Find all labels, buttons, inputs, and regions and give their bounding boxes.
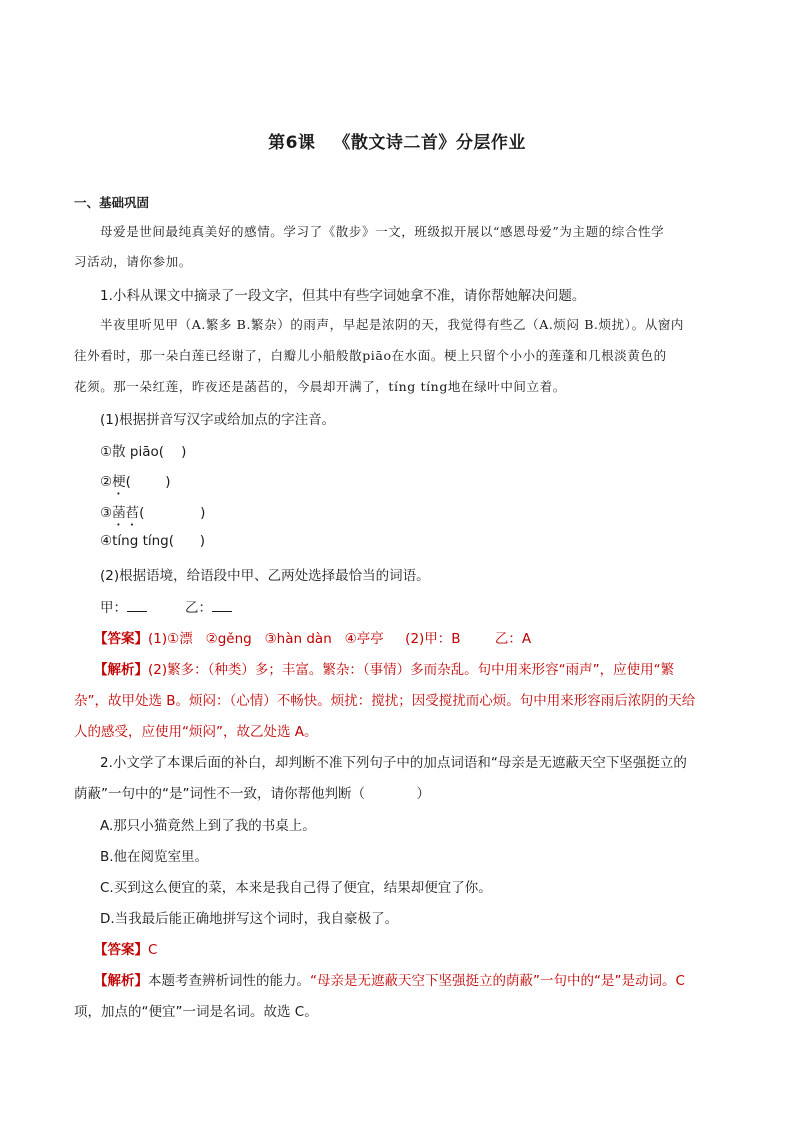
q1-item-3 <box>100 501 205 529</box>
dotted-char: 梗 <box>112 474 126 490</box>
q1-blanks <box>100 596 232 616</box>
analysis-text: (2)繁多：（种类）多；丰富。繁杂：（事情）多而杂乱。句中用来形容“雨声”，应使用“繁 <box>148 662 675 678</box>
intro-line-1: 母爱是世间最纯真美好的感情。学习了《散步》一文，班级拟开展以“感恩母爱”为主题的综合性学 <box>100 224 665 239</box>
q2-analysis-line-1 <box>94 969 685 989</box>
q2-option-d: D.当我最后能正确地拼写这个词时，我自豪极了。 <box>100 911 399 927</box>
q2-answer <box>94 938 157 958</box>
passage-line-2: 往外看时，那一朵白莲已经谢了，白瓣儿小船般散piāo在水面。梗上只留个小小的莲蓬和几根淡黄色的 <box>74 348 667 363</box>
q2-option-a: A.那只小猫竟然上到了我的书桌上。 <box>100 818 316 834</box>
answer-text: C <box>148 942 158 958</box>
jia-label: 甲： <box>100 600 127 616</box>
answer-tag: 【答案】 <box>94 631 148 647</box>
q2-stem-line-1: 2.小文学了本课后面的补白，却判断不准下列句子中的加点词语和“母亲是无遮蔽天空下坚强挺立的 <box>100 755 687 771</box>
q1-analysis-line-2: 杂”，故甲处选 B。烦闷：（心情）不畅快。烦扰：搅扰；因受搅扰而心烦。句中用来形容雨后浓阴的天给 <box>74 693 696 709</box>
q1-sub1: (1)根据拼音写汉字或给加点的字注音。 <box>100 412 336 428</box>
answer-text: (1)①漂 ②gěng ③hàn dàn ④亭亭 (2)甲：B 乙：A <box>148 631 532 647</box>
item-text: ② <box>100 474 113 490</box>
analysis-tag: 【解析】 <box>94 973 148 989</box>
q1-stem: 1.小科从课文中摘录了一段文字，但其中有些字词她拿不准，请你帮她解决问题。 <box>100 288 586 304</box>
q1-analysis-line-1 <box>94 658 674 678</box>
q1-item-2 <box>100 470 170 498</box>
item-blank: ) <box>174 533 206 549</box>
item-blank: ( ) <box>125 474 171 490</box>
analysis-tag: 【解析】 <box>94 662 148 678</box>
yi-label: 乙： <box>185 600 212 616</box>
jia-blank <box>127 599 147 612</box>
section-heading: 一、基础巩固 <box>74 195 150 210</box>
passage-line-1: 半夜里听见甲（A.繁多 B.繁杂）的雨声，早起是浓阴的天，我觉得有些乙（A.烦闷 B.烦扰）。从窗内 <box>100 317 685 332</box>
analysis-text-black: 本题考查辨析词性的能力。 <box>148 973 310 989</box>
q1-answer <box>94 627 531 647</box>
q2-option-b: B.他在阅览室里。 <box>100 849 209 865</box>
q2-option-c: C.买到这么便宜的菜，本来是我自己得了便宜，结果却便宜了你。 <box>100 880 492 896</box>
item-text: ①散 piāo( <box>100 444 165 460</box>
lesson-name: 《散文诗二首》分层作业 <box>333 133 526 153</box>
intro-line-2: 习活动，请你参加。 <box>74 254 192 269</box>
answer-tag: 【答案】 <box>94 942 148 958</box>
passage-line-3: 花须。那一朵红莲，昨夜还是菡萏的，今晨却开满了，tíng tíng地在绿叶中间立着。 <box>74 379 566 394</box>
yi-blank <box>212 599 232 612</box>
q2-analysis-line-2: 项，加点的“便宜”一词是名词。故选 C。 <box>74 1004 318 1020</box>
item-text: ④tíng tíng( <box>100 533 174 549</box>
item-text: ③ <box>100 505 113 521</box>
item-blank: ( ) <box>139 505 206 521</box>
page-title <box>0 128 794 153</box>
q2-stem-line-2: 荫蔽”一句中的“是”词性不一致，请你帮他判断（ ） <box>74 786 430 802</box>
q1-item-1 <box>100 440 186 468</box>
dotted-char: 菡萏 <box>112 505 140 521</box>
q1-analysis-line-3: 人的感受，应使用“烦闷”，故乙处选 A。 <box>74 724 318 740</box>
lesson-number: 第6课 <box>268 133 316 153</box>
q1-item-4 <box>100 533 205 557</box>
item-blank: ) <box>164 444 187 460</box>
analysis-text-red: “母亲是无遮蔽天空下坚强挺立的荫蔽”一句中的“是”是动词。C <box>310 973 685 989</box>
q1-sub2: (2)根据语境，给语段中甲、乙两处选择最恰当的词语。 <box>100 568 430 584</box>
